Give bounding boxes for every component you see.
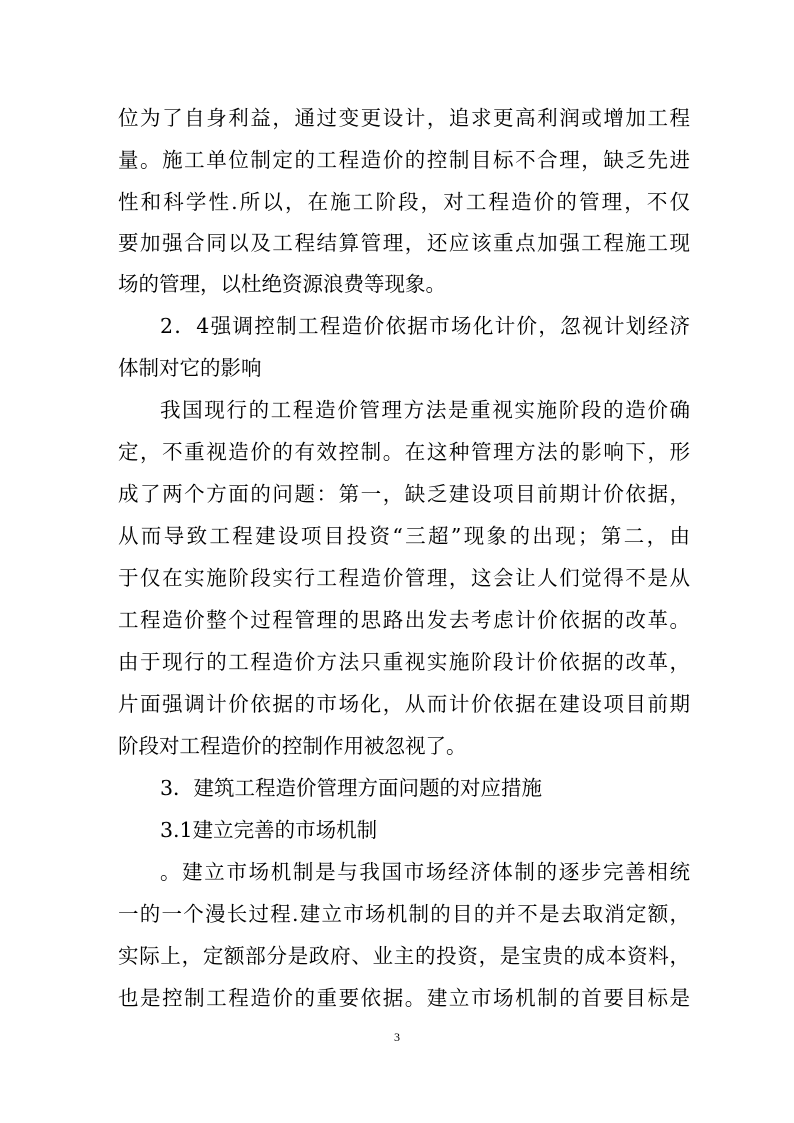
body-text-line: 也是控制工程造价的重要依据。建立市场机制的首要目标是 xyxy=(118,986,690,1010)
body-text-line: 由于现行的工程造价方法只重视实施阶段计价依据的改革， xyxy=(118,650,690,674)
body-text-line: 于仅在实施阶段实行工程造价管理，这会让人们觉得不是从 xyxy=(118,566,690,590)
body-text-line: 我国现行的工程造价管理方法是重视实施阶段的造价确 xyxy=(160,398,690,422)
body-text-line: 场的管理，以杜绝资源浪费等现象。 xyxy=(118,272,446,296)
body-text-line: 成了两个方面的问题：第一，缺乏建设项目前期计价依据， xyxy=(118,482,690,506)
section-heading-line: 2．4强调控制工程造价依据市场化计价，忽视计划经济 xyxy=(160,314,690,338)
subsection-heading: 3.1建立完善的市场机制 xyxy=(160,818,378,842)
body-text-line: 量。施工单位制定的工程造价的控制目标不合理，缺乏先进 xyxy=(118,148,690,172)
body-text-line: 片面强调计价依据的市场化，从而计价依据在建设项目前期 xyxy=(118,692,690,716)
body-text-line: 。建立市场机制是与我国市场经济体制的逐步完善相统 xyxy=(160,860,690,884)
body-text-line: 工程造价整个过程管理的思路出发去考虑计价依据的改革。 xyxy=(118,608,690,632)
body-text-line: 性和科学性.所以，在施工阶段，对工程造价的管理，不仅 xyxy=(118,190,690,214)
body-text-line: 定，不重视造价的有效控制。在这种管理方法的影响下，形 xyxy=(118,440,690,464)
body-text-line: 要加强合同以及工程结算管理，还应该重点加强工程施工现 xyxy=(118,231,690,255)
section-heading-line: 体制对它的影响 xyxy=(118,356,262,380)
body-text-line: 实际上，定额部分是政府、业主的投资，是宝贵的成本资料， xyxy=(118,944,690,968)
section-heading: 3．建筑工程造价管理方面问题的对应措施 xyxy=(160,776,543,800)
body-text-line: 位为了自身利益，通过变更设计，追求更高利润或增加工程 xyxy=(118,106,690,130)
body-text-line: 阶段对工程造价的控制作用被忽视了。 xyxy=(118,734,467,758)
body-text-line: 从而导致工程建设项目投资“三超”现象的出现；第二，由 xyxy=(118,524,690,548)
body-text-line: 一的一个漫长过程.建立市场机制的目的并不是去取消定额， xyxy=(118,902,690,926)
page-number: 3 xyxy=(394,1030,400,1044)
